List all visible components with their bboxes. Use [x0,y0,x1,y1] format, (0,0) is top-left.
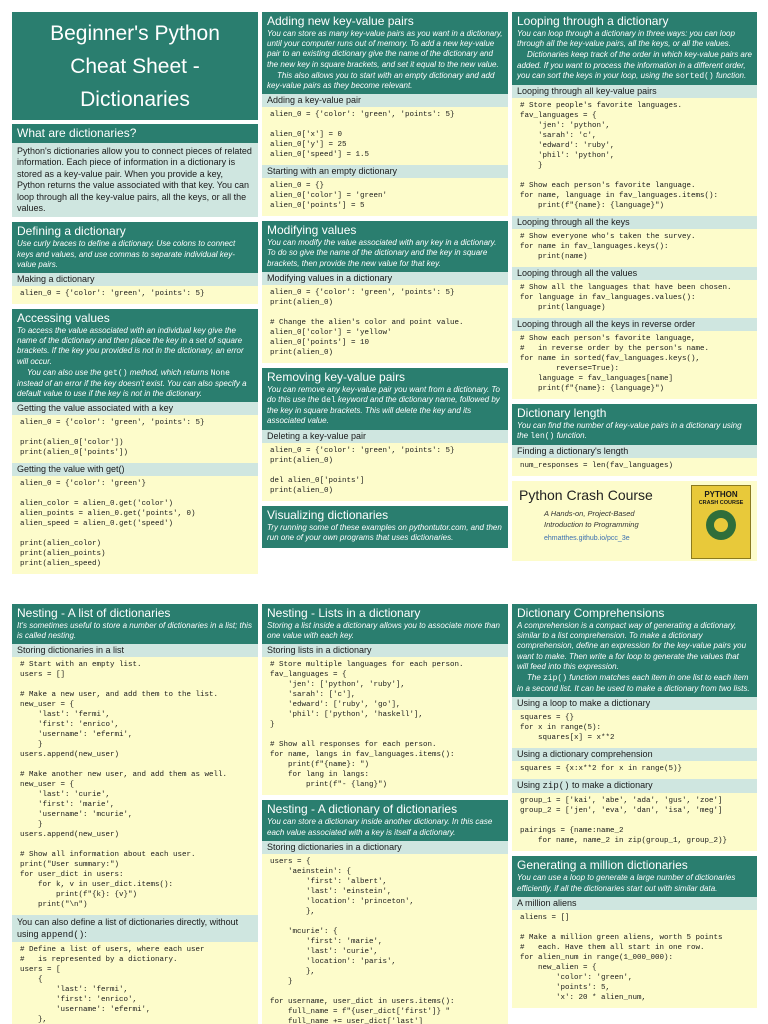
example-label: Storing dictionaries in a dictionary [262,841,508,854]
section-description: You can loop through a dictionary in three ways: you can loop through all the key-value pairs, all the keys, or all the values. [517,29,735,49]
code-block: alien_0 = {'color': 'green', 'points': 5} alien_0['x'] = 0 alien_0['y'] = 25 alien_0['speed'] = 1.5 [270,111,455,160]
example-label: Storing lists in a dictionary [262,644,508,657]
section-heading: Accessing values [17,311,110,326]
section-description: You can store a dictionary inside another dictionary. In this case each value associated with a key is itself a dictionary. [267,817,493,837]
section-heading: Visualizing dictionaries [267,507,389,522]
section-description: You can use a loop to generate a large number of dictionaries efficiently, if all the dictionaries start out with similar data. [517,873,736,893]
section-description: It's sometimes useful to store a number of dictionaries in a list; this is called nesting. [17,621,252,641]
section-description: A comprehension is a compact way of generating a dictionary, similar to a list comprehension. To make a dictionary comprehension, define an expression for the key-value pairs you want to make. Then write a for loop to generate the values that will feed into this expression. [517,621,747,671]
code-block: # Show each person's favorite language, # in reverse order by the person's name. for name in sorted(fav_languages.keys(), reverse=True): language = fav_languages[name] print(f"{name}: {language}") [520,335,710,394]
section-nest-lists [262,604,508,795]
code-block: # Define a list of users, where each user # is represented by a dictionary. users = [ { 'last': 'fermi', 'first': 'enrico', 'username': 'efermi', }, [20,946,205,1024]
example-label: You can also define a list of dictionaries directly, without using append(): [12,915,258,942]
section-add [262,12,508,216]
section-description: Storing a list inside a dictionary allows you to associate more than one value with each key. [267,621,501,641]
section-nest-list [12,604,258,1024]
book-subtitle: A Hands-on, Project-Based Introduction to Programming [544,509,639,530]
section-description: You can remove any key-value pair you want from a dictionary. To do this use the del keyword and the dictionary name, followed by the key in square brackets. This will delete the key and its associated value. [267,384,501,426]
section-heading: What are dictionaries? [17,126,137,140]
section-modify [262,221,508,363]
section-heading: Modifying values [267,223,357,238]
column-1-top [12,12,258,579]
section-description-2: Dictionaries keep track of the order in which key-value pairs are added. If you want to process the information in a different order, you can sort the keys in your loop, using the sorted() function. [517,50,752,81]
example-label: Using a dictionary comprehension [512,748,757,761]
page-title [12,12,258,120]
section-body: Python's dictionaries allow you to connect pieces of related information. Each piece of information in a dictionary is stored as a key-value pair. When you provide a key, Python returns the value associated with that key. You can loop through all the key-value pairs, all the keys, or all the values. [12,143,258,217]
code-block: alien_0 = {'color': 'green', 'points': 5} print(alien_0) del alien_0['points'] print(alien_0) [270,446,455,495]
section-heading: Adding new key-value pairs [267,14,414,28]
example-label: A million aliens [512,897,757,910]
code-block: # Store multiple languages for each person. fav_languages = { 'jen': ['python', 'ruby'], 'sarah': ['c'], 'edward': ['ruby', 'go'], 'phil': ['python', 'haskell'], } # Show all responses for each person. for name, langs in fav_languages.items(): print(f"{name}: ") for lang in langs: print(f"- {lang}") [270,661,464,790]
section-heading: Nesting - Lists in a dictionary [267,606,421,620]
code-block: alien_0 = {'color': 'green'} alien_color = alien_0.get('color') alien_points = alien_0.get('points', 0) alien_speed = alien_0.get('speed') print(alien_color) print(alien_points) print(alien_speed) [20,480,196,569]
code-block: alien_0 = {} alien_0['color'] = 'green' alien_0['points'] = 5 [270,182,388,211]
section-description: You can store as many key-value pairs as you want in a dictionary, until your computer runs out of memory. To add a new key-value pair to an existing dictionary give the name of the dictionary and the new key in square brackets, and set it equal to the new value. [267,29,503,69]
code-block: num_responses = len(fav_languages) [520,462,674,471]
section-comprehensions [512,604,757,851]
section-description: You can find the number of key-value pairs in a dictionary using the len() function. [517,421,742,442]
code-block: alien_0 = {'color': 'green', 'points': 5} print(alien_0['color']) print(alien_0['points']) [20,419,205,458]
code-block: group_1 = ['kai', 'abe', 'ada', 'gus', 'zoe'] group_2 = ['jen', 'eva', 'dan', 'isa', 'meg'] pairings = {name:name_2 for name, name_2 in zip(group_1, group_2)} [520,797,728,846]
book-promo [512,481,757,561]
column-1-bottom [12,604,258,1024]
section-description: To access the value associated with an individual key give the name of the dictionary and then place the key in a set of square brackets. If the key you provided is not in the dictionary, an error will occur. [17,326,244,366]
example-label: Looping through all the values [512,267,757,280]
code-block: aliens = [] # Make a million green aliens, worth 5 points # each. Have them all start in one row. for alien_num in range(1_000_000): new_alien = { 'color': 'green', 'points': 5, 'x': 20 * alien_num, [520,913,723,1002]
column-3-top [512,12,757,561]
section-description-2: This also allows you to start with an empty dictionary and add key-value pairs as they become relevant. [267,70,495,91]
section-loop [512,12,757,399]
code-block: # Start with an empty list. users = [] # Make a new user, and add them to the list. new_user = { 'last': 'fermi', 'first': 'enrico', 'username': 'efermi', } users.append(new_user) # Make another new user, and add them as well. new_user = { 'last': 'curie', 'first': 'marie', 'username': 'mcurie', } users.append(new_user) # Show all information about each user. print("User summary:") for user_dict in users: for k, v in user_dict.items(): print(f"{k}: {v}") print("\n") [20,661,228,910]
code-block: squares = {x:x**2 for x in range(5)} [520,765,683,774]
section-remove [262,368,508,501]
example-label: Making a dictionary [12,273,258,286]
section-description-2: The zip() function matches each item in one list to each item in a second list. It can be used to make a dictionary from two lists. [517,673,750,694]
code-block: # Show all the languages that have been chosen. for language in fav_languages.values(): print(language) [520,284,732,313]
example-label: Looping through all the keys [512,216,757,229]
code-block: alien_0 = {'color': 'green', 'points': 5} [20,290,205,299]
example-label: Modifying values in a dictionary [262,272,508,285]
section-heading: Looping through a dictionary [517,14,669,28]
section-length [512,404,757,476]
section-heading: Nesting - A list of dictionaries [17,606,171,620]
code-block: # Store people's favorite languages. fav_languages = { 'jen': 'python', 'sarah': 'c', 'edward': 'ruby', 'phil': 'python', } # Show each person's favorite language. for name, language in fav_languages.items(): print(f"{name}: {language}") [520,102,719,211]
section-what [12,124,258,217]
title-line-2: Cheat Sheet - [70,54,200,78]
section-define [12,222,258,304]
example-label: Starting with an empty dictionary [262,165,508,178]
book-title: Python Crash Course [519,487,653,504]
code-block: alien_0 = {'color': 'green', 'points': 5} print(alien_0) # Change the alien's color and point value. alien_0['color'] = 'yellow' alien_0['points'] = 10 print(alien_0) [270,288,464,357]
section-heading: Dictionary Comprehensions [517,606,665,620]
section-heading: Defining a dictionary [17,224,126,239]
code-block: squares = {} for x in range(5): squares[x] = x**2 [520,714,615,743]
book-cover-image: PYTHON CRASH COURSE [691,485,751,559]
example-label: Looping through all the keys in reverse order [512,318,757,331]
code-block: users = { 'aeinstein': { 'first': 'albert', 'last': 'einstein', 'location': 'princeton', }, 'mcurie': { 'first': 'marie', 'last': 'curie', 'location': 'paris', }, } for username, user_dict in users.items(): full_name = f"{user_dict['first']} " full_name += user_dict['last'] [270,857,455,1024]
column-2-bottom [262,604,508,1024]
section-nest-dicts [262,800,508,1024]
example-label: Using a loop to make a dictionary [512,697,757,710]
column-2-top [262,12,508,553]
section-description-2: You can also use the get() method, which returns None instead of an error if the key doesn't exist. You can also specify a default value to use if the key is not in the dictionary. [17,367,247,399]
example-label: Looping through all key-value pairs [512,85,757,98]
title-line-3: Dictionaries [80,87,190,111]
section-million [512,856,757,1007]
example-label: Getting the value with get() [12,463,258,476]
section-heading: Dictionary length [517,406,607,421]
section-visualize [262,506,508,548]
section-access [12,309,258,574]
book-url-link[interactable]: ehmatthes.github.io/pcc_3e [544,535,630,543]
example-label: Using zip() to make a dictionary [512,779,757,793]
example-label: Deleting a key-value pair [262,430,508,443]
section-description: Try running some of these examples on pythontutor.com, and then run one of your own programs that uses dictionaries. [267,522,502,542]
section-heading: Nesting - A dictionary of dictionaries [267,802,458,817]
section-heading: Generating a million dictionaries [517,858,688,873]
section-heading: Removing key-value pairs [267,369,406,384]
code-block: # Show everyone who's taken the survey. for name in fav_languages.keys(): print(name) [520,233,696,262]
section-description: You can modify the value associated with any key in a dictionary. To do so give the name of the dictionary and the key in square brackets, then provide the new value for that key. [267,238,497,268]
column-3-bottom [512,604,757,1024]
example-label: Storing dictionaries in a list [12,644,258,657]
title-line-1: Beginner's Python [50,21,220,45]
example-label: Getting the value associated with a key [12,402,258,415]
example-label: Finding a dictionary's length [512,445,757,458]
section-description: Use curly braces to define a dictionary. Use colons to connect keys and values, and use commas to separate individual key-value pairs. [17,239,236,269]
example-label: Adding a key-value pair [262,94,508,107]
